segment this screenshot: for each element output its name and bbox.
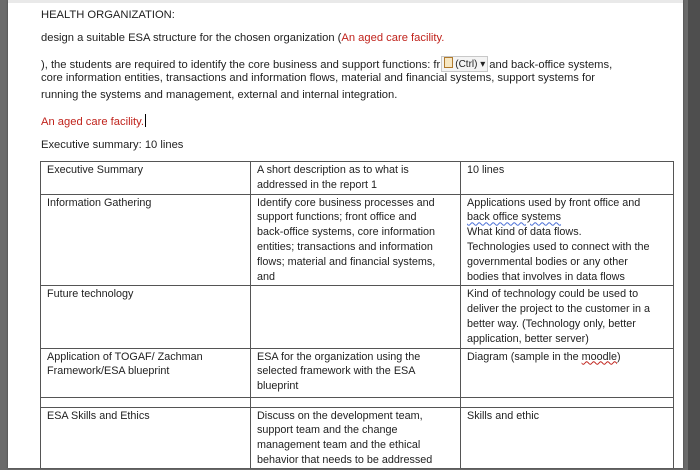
table-cell[interactable]: [251, 397, 461, 407]
org-name-line[interactable]: [41, 114, 146, 128]
cell-line: blueprint: [257, 380, 299, 393]
cell-line: Kind of technology could be used to: [467, 288, 639, 301]
diagram-text: Diagram (sample in the: [467, 350, 582, 363]
table-cell[interactable]: [41, 194, 251, 286]
cell-line: addressed in the report 1: [257, 178, 378, 191]
cell-line: [467, 350, 667, 365]
cell-line: governmental bodies or any other: [467, 255, 628, 268]
table-row: [41, 286, 674, 348]
cell-line: 10 lines: [467, 164, 505, 176]
para-line-1b: and back-office systems,: [489, 59, 613, 71]
para-line-2: core information entities, transactions and information flows, material and financial systems, support systems for: [41, 72, 596, 84]
assignment-table[interactable]: [40, 161, 674, 468]
table-cell[interactable]: [41, 348, 251, 397]
moodle-word: moodle: [581, 350, 618, 363]
cell-line: application, better server): [467, 332, 589, 345]
diagram-close-paren: ): [617, 350, 621, 363]
cell-line: selected framework with the ESA: [257, 365, 416, 378]
cell-line: back office systems: [467, 211, 562, 224]
table-cell[interactable]: [251, 162, 461, 195]
cell-line: Framework/ESA blueprint: [47, 365, 170, 378]
table-row: [41, 348, 674, 397]
cell-line: Discuss on the development team,: [257, 409, 423, 422]
window-edge-scrollbar[interactable]: [688, 0, 700, 470]
table-cell[interactable]: [41, 397, 251, 407]
task-prefix: design a suitable ESA structure for the chosen organization (: [41, 32, 342, 44]
exec-summary-line: Executive summary: 10 lines: [41, 139, 184, 151]
table-row: [41, 407, 674, 468]
cell-line: flows; material and financial systems,: [257, 255, 436, 268]
paste-options-label: (Ctrl): [455, 59, 478, 70]
cell-line: behavior that needs to be addressed: [257, 453, 433, 466]
table-row: [41, 194, 674, 286]
para-line-1: [41, 56, 612, 72]
cell-line: and: [257, 270, 276, 283]
task-highlight: An aged care facility.: [341, 32, 445, 44]
cell-line: Application of TOGAF/ Zachman: [47, 350, 203, 363]
clipboard-icon: [444, 57, 453, 68]
cell-line: entities; transactions and information: [257, 240, 433, 253]
doc-heading: HEALTH ORGANIZATION:: [41, 9, 175, 21]
table-cell[interactable]: [461, 407, 674, 468]
cell-line: Executive Summary: [47, 164, 144, 176]
cell-line: Future technology: [47, 288, 134, 301]
table-row: [41, 397, 674, 407]
text-cursor: [145, 114, 146, 127]
org-name: An aged care facility.: [41, 116, 145, 128]
cell-line: better way. (Technology only, better: [467, 317, 636, 330]
cell-line: Applications used by front office and: [467, 196, 641, 209]
table-cell[interactable]: [251, 348, 461, 397]
cell-line: deliver the project to the customer in a: [467, 303, 651, 316]
cell-line: ESA for the organization using the: [257, 350, 421, 363]
table-cell[interactable]: [41, 286, 251, 348]
table-cell[interactable]: [251, 194, 461, 286]
document-page[interactable]: [8, 0, 683, 468]
table-cell[interactable]: [41, 162, 251, 195]
table-cell[interactable]: [461, 162, 674, 195]
para-line-3: running the systems and management, external and internal integration.: [41, 89, 398, 101]
paste-options-button[interactable]: (Ctrl) ▾: [441, 56, 488, 72]
table-cell[interactable]: [461, 397, 674, 407]
table-row: [41, 162, 674, 195]
cell-line: support functions; front office and: [257, 211, 417, 224]
cell-line: bodies that involves in data flows: [467, 270, 625, 283]
para-line-1a: ), the students are required to identify the core business and support functions: fr: [41, 59, 441, 71]
page-top-edge: [8, 0, 683, 3]
cell-line: What kind of data flows.: [467, 226, 582, 239]
table-cell[interactable]: [41, 407, 251, 468]
cell-line: back-office systems, core information: [257, 226, 436, 239]
cell-line: management team and the ethical: [257, 439, 421, 452]
table-cell[interactable]: [251, 286, 461, 348]
task-line: [41, 32, 444, 44]
table-cell[interactable]: [461, 348, 674, 397]
cell-line: ESA Skills and Ethics: [47, 409, 150, 422]
table-cell[interactable]: [461, 286, 674, 348]
cell-line: Technologies used to connect with the: [467, 240, 650, 253]
table-cell[interactable]: [251, 407, 461, 468]
cell-line: Skills and ethic: [467, 409, 540, 422]
cell-line: support team and the change: [257, 424, 398, 437]
cell-line: Identify core business processes and: [257, 196, 435, 209]
cell-line: Information Gathering: [47, 196, 152, 209]
table-cell[interactable]: [461, 194, 674, 286]
cell-line: A short description as to what is: [257, 164, 409, 176]
